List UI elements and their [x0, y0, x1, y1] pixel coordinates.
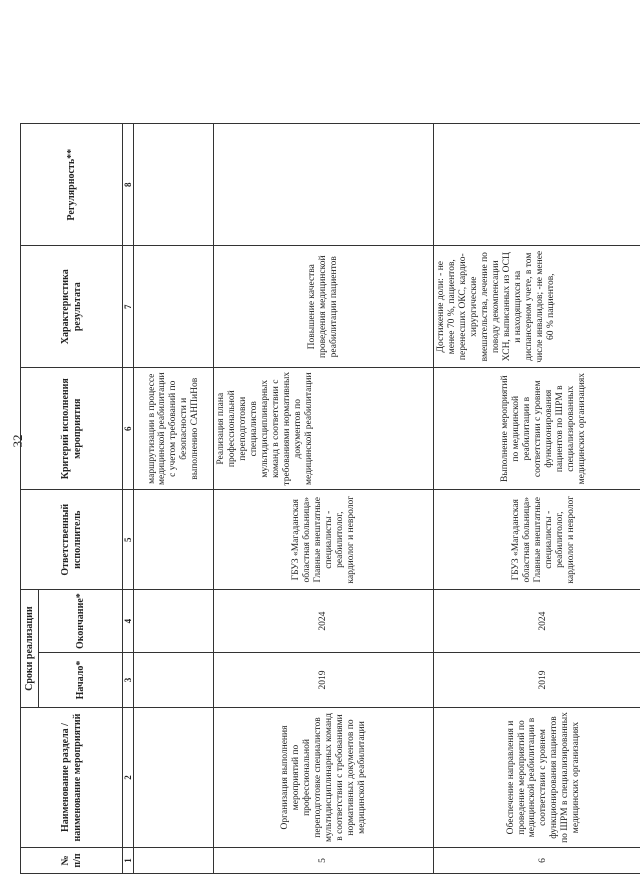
cell-end: 2024: [214, 590, 434, 653]
header-num: № п/п: [21, 848, 123, 874]
table-row: [214, 124, 434, 874]
cell-result: Достижение доли: - не менее 70 %, пациентов, перенесших ОКС, кардио-хирургические вмешательства, лечение по поводу декомпенсации ХСН, выписанных из ОСЦ и находящихся на диспансерном учете, в том числе инвалидов; -не менее 60 % пациентов,: [434, 246, 640, 368]
header-criterion: Критерий исполнения мероприятия: [21, 368, 123, 490]
header-executor: Ответственный исполнитель: [21, 490, 123, 590]
cell-regularity: [434, 124, 640, 246]
cell-num: 5: [214, 848, 434, 874]
cell-executor: ГБУЗ «Магаданская областная больница» Главные внештатные специалисты - реабилитолог, кардиолог и невролог: [214, 490, 434, 590]
column-number: 8: [123, 124, 134, 246]
table-row: [434, 124, 640, 874]
page-number: 32: [10, 434, 25, 448]
cell-start: [134, 653, 214, 708]
cell-regularity: [134, 124, 214, 246]
table-row-continuation: [134, 124, 214, 874]
cell-start: 2019: [434, 653, 640, 708]
action-plan-table: [20, 123, 640, 874]
cell-result: [134, 246, 214, 368]
header-row-1: [21, 124, 39, 874]
cell-executor: [134, 490, 214, 590]
cell-num: [134, 848, 214, 874]
column-number: 3: [123, 653, 134, 708]
column-number: 1: [123, 848, 134, 874]
header-regularity: Регулярность**: [21, 124, 123, 246]
column-number: 4: [123, 590, 134, 653]
cell-executor: ГБУЗ «Магаданская областная больница» Главные внештатные специалисты - реабилитолог, кардиолог и невролог: [434, 490, 640, 590]
cell-end: [134, 590, 214, 653]
header-deadlines: Сроки реализации: [21, 590, 39, 708]
cell-num: 6: [434, 848, 640, 874]
cell-name: Обеспечение направления и проведение мероприятий по медицинской реабилитации в соответствии с уровнем функционирования пациентов по ШРМ в специализированных медицинских организациях: [434, 708, 640, 848]
column-number: 6: [123, 368, 134, 490]
header-result: Характеристика результата: [21, 246, 123, 368]
column-number: 2: [123, 708, 134, 848]
header-end: Окончание*: [39, 590, 123, 653]
cell-start: 2019: [214, 653, 434, 708]
cell-criterion: маршрутизации в процессе медицинской реабилитации с учетом требований по безопасности и выполнению САНПиНов: [134, 368, 214, 490]
cell-name: [134, 708, 214, 848]
header-name: Наименование раздела /наименование мероприятий: [21, 708, 123, 848]
header-start: Начало*: [39, 653, 123, 708]
cell-regularity: [214, 124, 434, 246]
column-number-row: [123, 124, 134, 874]
column-number: 7: [123, 246, 134, 368]
cell-name: Организация выполнения мероприятий по профессиональной переподготовке специалистов мультидисциплинарных команд в соответствии с требованиями нормативных документов по медицинской реабилитации: [214, 708, 434, 848]
cell-end: 2024: [434, 590, 640, 653]
cell-result: Повышение качества проведения медицинской реабилитации пациентов: [214, 246, 434, 368]
cell-criterion: Выполнение мероприятий по медицинской реабилитации в соответствии с уровнем функционирования пациентов по ШРМ в специализированных медицинских организациях: [434, 368, 640, 490]
column-number: 5: [123, 490, 134, 590]
cell-criterion: Реализация плана профессиональной переподготовки специалистов мультидисциплинарных команд в соответствии с требованиями нормативных документов по медицинской реабилитации: [214, 368, 434, 490]
